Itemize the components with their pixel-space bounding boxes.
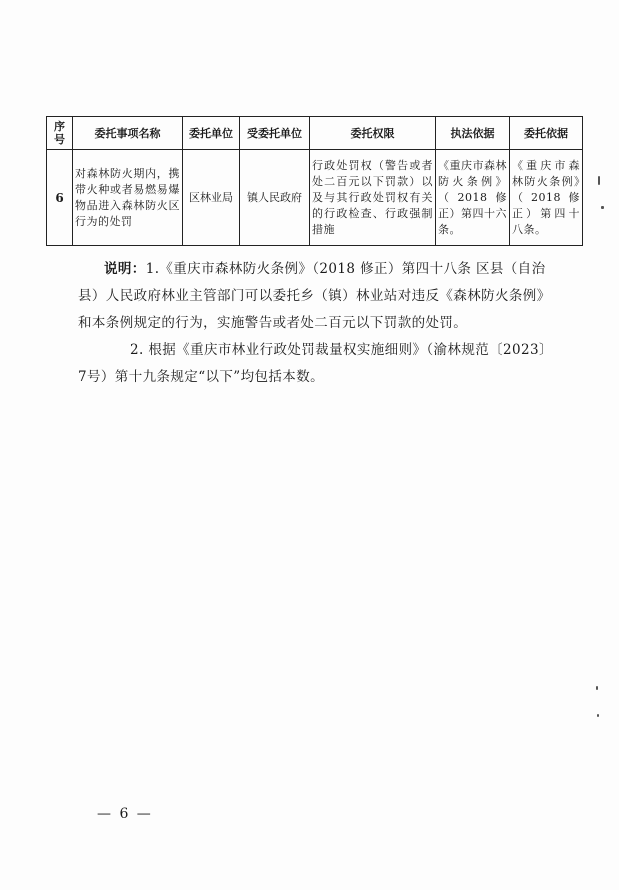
header-enforcement-basis: 执法依据 [436, 117, 510, 150]
header-delegatee: 受委托单位 [240, 117, 310, 150]
cell-delegator: 区林业局 [183, 150, 240, 246]
scan-mark [601, 206, 604, 209]
cell-item-name: 对森林防火期内，携带火种或者易燃易爆物品进入森林防火区行为的处罚 [73, 150, 183, 246]
header-item-name: 委托事项名称 [73, 117, 183, 150]
cell-delegatee: 镇人民政府 [240, 150, 310, 246]
notes-section [78, 256, 556, 391]
header-delegation-basis: 委托依据 [510, 117, 583, 150]
note-item-1-text: 1.《重庆市森林防火条例》（2018 修正）第四十八条 区县（自治县）人民政府林业主管部门可以委托乡（镇）林业站对违反《森林防火条例》和本条例规定的行为，实施警告或者处二百元以下罚款的处罚。 [78, 261, 551, 331]
cell-delegation-basis: 《重庆市森林防火条例》（2018修正）第四十八条。 [510, 150, 583, 246]
cell-seq: 6 [47, 150, 73, 246]
cell-authority: 行政处罚权（警告或者处二百元以下罚款）以及与其行政处罚权有关的行政检查、行政强制措施 [310, 150, 436, 246]
page-number: — 6 — [97, 806, 153, 822]
table-header-row [47, 117, 583, 150]
delegation-table [46, 116, 583, 246]
header-authority: 委托权限 [310, 117, 436, 150]
notes-title: 说明： [104, 261, 146, 277]
header-delegator: 委托单位 [183, 117, 240, 150]
header-seq: 序号 [47, 117, 73, 150]
note-item-1 [78, 256, 556, 337]
note-item-2: 2. 根据《重庆市林业行政处罚裁量权实施细则》（渝林规范〔2023〕7号）第十九条规定“以下”均包括本数。 [78, 342, 553, 385]
scan-mark [597, 714, 599, 717]
cell-enforcement-basis: 《重庆市森林防火条例》（2018修正）第四十六条。 [436, 150, 510, 246]
table-row [47, 150, 583, 246]
scan-mark [598, 176, 600, 185]
scan-mark [596, 686, 598, 690]
